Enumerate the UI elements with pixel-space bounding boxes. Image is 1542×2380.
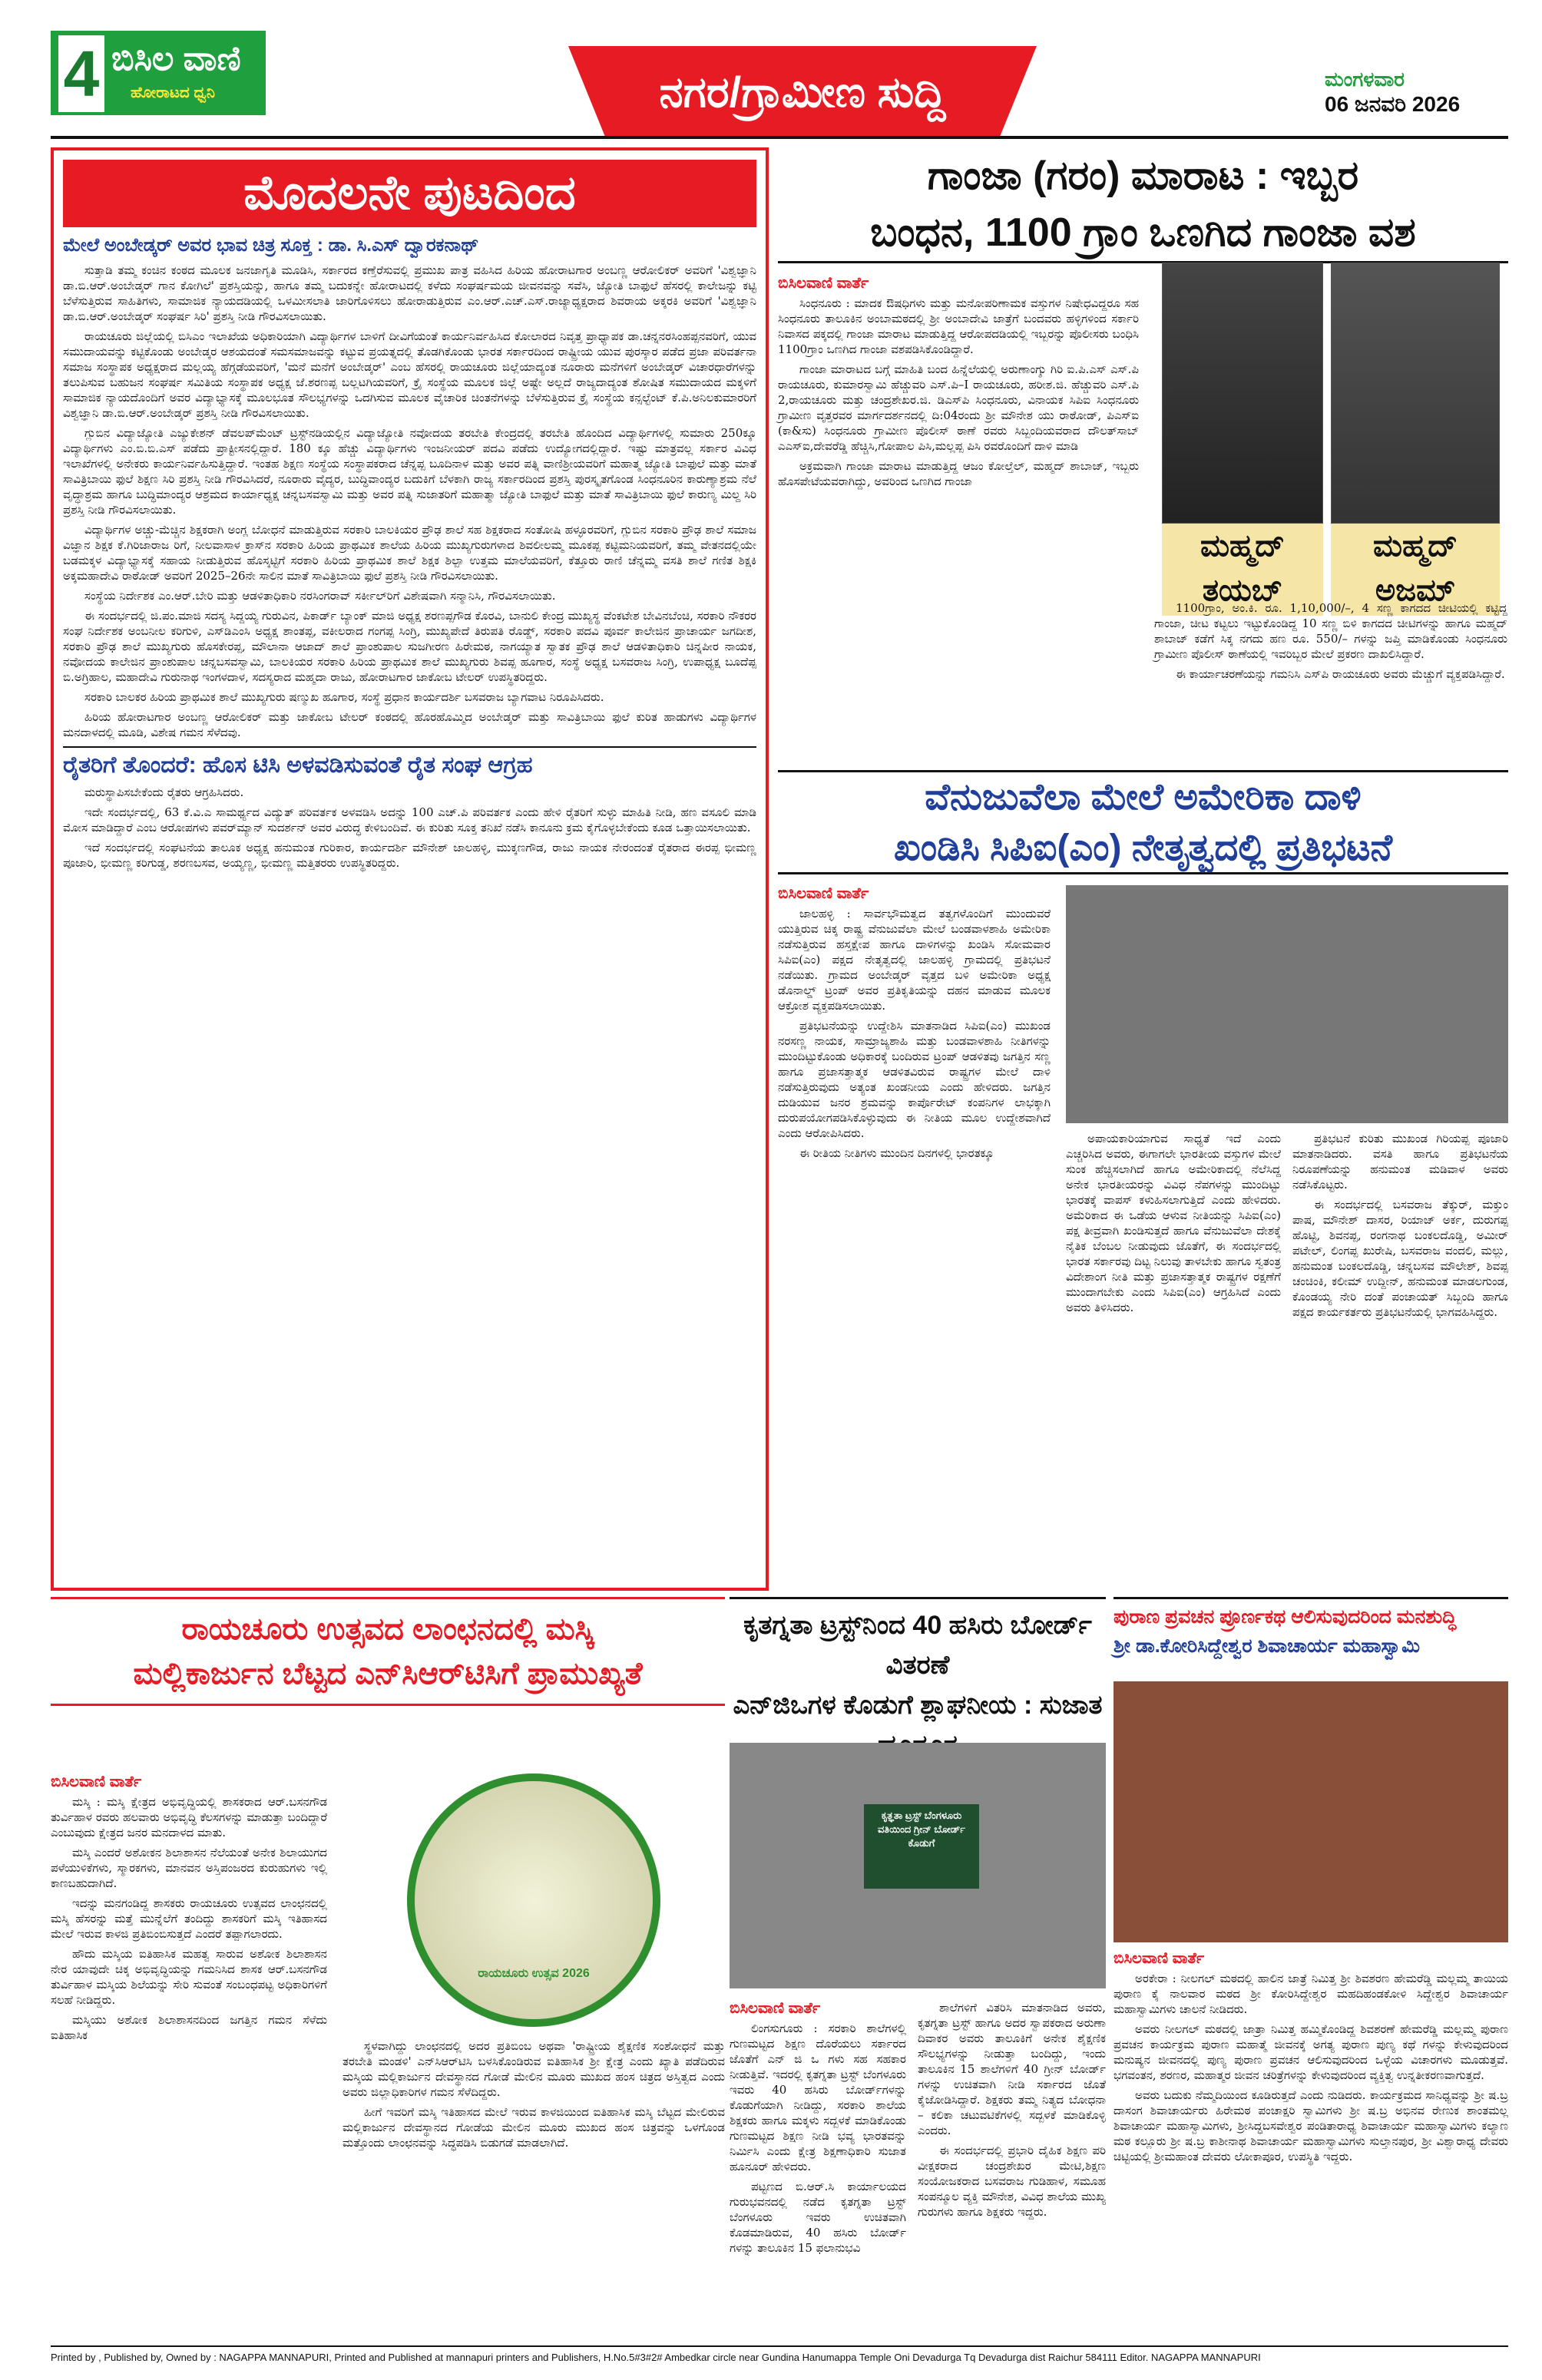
logo-text: ರಾಯಚೂರು ಉತ್ಸವ 2026 — [478, 1967, 590, 1980]
story-continued-front-page — [51, 147, 769, 1591]
masthead-rule — [51, 136, 1508, 139]
paragraph: ಸರಕಾರಿ ಬಾಲಕರ ಹಿರಿಯ ಪ್ರಾಥಮಿಕ ಶಾಲೆ ಮುಖ್ಯಗುರು ಷಣ್ಮುಖ ಹೂಗಾರ, ಸಂಸ್ಥೆ ಪ್ರಧಾನ ಕಾರ್ಯದರ್ಶಿ ಬಸವರಾಜ ಬ್ಯಾಗವಾಟ ನಿರೂಪಿಸಿದರು. — [84, 690, 604, 704]
paragraph: ಅವರು ನೀಲಗಲ್ ಮಠದಲ್ಲಿ ಜಾತ್ರಾ ನಿಮಿತ್ತ ಹಮ್ಮಿಕೊಂಡಿದ್ದ ಶಿವಶರಣೆ ಹೇಮರೆಡ್ಡಿ ಮಲ್ಲಮ್ಮ ಪುರಾಣ ಪ್ರವಚನ ಕಾರ್ಯಕ್ರಮ ಪುರಾಣ ಮಹಾತ್ಮೆ ಜೀವನಕ್ಕೆ ಅಗತ್ಯ ಪುರಾಣ ಪುಣ್ಯ ಕಥೆ ಗಳನ್ನು ಕೇಳುವುದರಿಂದ ಮನುಷ್ಯನ ಜೀವನದಲ್ಲಿ ಪುಣ್ಯ ಪುರಾಣ ಪ್ರವಚನ ಆಲಿಸುವುದರಿಂದ ಒಳ್ಳೆಯ ವಿಚಾರಗಳು ಮೂಡುತ್ತವೆ. ಭಗವಂತನ, ಶರಣರ, ಮಹಾತ್ಮರ ಜೀವನ ಚರಿತ್ರೆಗಳನ್ನು ಕೇಳುವುದರಿಂದ ವ್ಯಕ್ತಿತ್ವ ಉನ್ನತೀಕರಣವಾಗುತ್ತದೆ. — [1113, 2022, 1508, 2082]
headline-line-2: ಮಲ್ಲಿಕಾರ್ಜುನ ಬೆಟ್ಟದ ಎನ್‌ಸಿಆರ್‌ಟಿಸಿಗೆ ಪ್ರಾಮುಖ್ಯತೆ — [133, 1657, 643, 1691]
imprint-footer: Printed by , Published by, Owned by : NAGAPPA MANNAPURI, Printed and Published at mannapuri printers and Publishers, H.No.5#3#2# Ambedkar circle near Gundina Hanumappa Temple Oni Devadurga Tq Devadurga dist Raichur 584111 Editor. NAGAPPA MANNAPURI — [51, 2345, 1508, 2368]
headline-line-1: ಕೃತಗ್ನತಾ ಟ್ರಸ್ಟ್‌ನಿಂದ 40 ಹಸಿರು ಬೋರ್ಡ್ ವಿತರಣೆ — [743, 1611, 1092, 1680]
paragraph: ಅಕ್ರಮವಾಗಿ ಗಾಂಜಾ ಮಾರಾಟ ಮಾಡುತ್ತಿದ್ದ ಆಜಂ ಕೋಲ್ತೆಲ್, ಮಹ್ಮದ್ ಶಾಬಾಜ್, ಇಬ್ಬರು ಹೊಸಪೇಟೆಯವರಾಗಿದ್ದು, ಅವರಿಂದ ಒಣಗಿದ ಗಾಂಜಾ — [778, 459, 1139, 488]
byline-kicker: ಬಿಸಿಲವಾಣಿ ವಾರ್ತೆ — [730, 2000, 821, 2017]
section-title: ನಗರ/ಗ್ರಾಮೀಣ ಸುದ್ದಿ — [659, 68, 946, 116]
story-body — [778, 296, 1139, 489]
story-body — [51, 1794, 327, 2043]
story-raichur-utsav — [51, 1597, 725, 2342]
accused-photo — [1331, 263, 1500, 524]
story-body — [778, 906, 1051, 1161]
byline-kicker: ಬಿಸಿಲವಾಣಿ ವಾರ್ತೆ — [51, 1773, 142, 1790]
paragraph: ಪ್ರತಿಭಟನೆ ಕುರಿತು ಮುಖಂಡ ಗಿರಿಯಪ್ಪ ಪೂಜಾರಿ ಮಾತನಾಡಿದರು. ವಸತಿ ಹಾಗೂ ಪ್ರತಿಭಟನೆಯ ನಿರೂಪಣೆಯನ್ನು ಹನುಮಂತ ಮಡಿವಾಳ ಅವರು ನಡೆಸಿಕೊಟ್ಟರು. — [1292, 1132, 1508, 1192]
issue-day: ಮಂಗಳವಾರ — [1325, 68, 1405, 91]
paragraph: ಇದನ್ನು ಮನಗಂಡಿದ್ದ ಶಾಸಕರು ರಾಯಚೂರು ಉತ್ಸವದ ಲಾಂಛನದಲ್ಲಿ ಮಸ್ಕಿ ಹೆಸರನ್ನು ಮತ್ತೆ ಮುನ್ನೆಲೆಗೆ ತಂದಿದ್ದು ಶಾಸಕರಿಗೆ ಮಸ್ಕಿ ಇತಿಹಾಸದ ಮೇಲೆ ಇರುವ ಕಾಳಜಿ ಪ್ರತಿಬಿಂಬಿಸುತ್ತದೆ ಎಂದರೆ ತಪ್ಪಾಗಲಾರದು. — [51, 1896, 327, 1941]
paragraph: ಈ ಸಂದರ್ಭದಲ್ಲಿ ಪ್ರಭಾರಿ ದೈಹಿಕ ಶಿಕ್ಷಣ ಪರಿ ವೀಕ್ಷಕರಾದ ಚಂದ್ರಶೇಖರ ಮೇಟಿ,ಶಿಕ್ಷಣ ಸಂಯೋಜಕರಾದ ಬಸವರಾಜ ಗುಡಿಹಾಳ, ಸಮೂಹ ಸಂಪನ್ಮೂಲ ವ್ಯಕ್ತಿ ಮೌನೇಶ, ವಿವಿಧ ಶಾಲೆಯ ಮುಖ್ಯ ಗುರುಗಳು ಹಾಗೂ ಶಿಕ್ಷಕರು ಇದ್ದರು. — [918, 2144, 1106, 2219]
byline-kicker: ಬಿಸಿಲವಾಣಿ ವಾರ್ತೆ — [778, 275, 869, 292]
protest-photo — [1066, 885, 1508, 1123]
utsav-logo — [342, 1773, 725, 2027]
photo-caption: ಮಹ್ಮದ್ ಅಜಮ್ — [1331, 524, 1500, 616]
paragraph: ಈ ಸಂದರ್ಭದಲ್ಲಿ ಬಸವರಾಜ ತೆಕ್ಕುರ್, ಮಕ್ತುಂ ಪಾಷ, ಮೌನೇಶ್ ದಾಸರ, ರಿಯಾಜ್ ಅರ್ಕ, ದುರುಗಪ್ಪ ಹೊಟ್ಟಿ, ಶಿವನಪ್ಪ, ರಂಗನಾಥ ಬಂಕಲದೊಡ್ಡಿ, ಅಮೀರ್ ಪಟೇಲ್, ಲಿಂಗಪ್ಪ ಖುರೇಷಿ, ಬಸವರಾಜ ವಂದಲಿ, ಮಲ್ಲು, ಹನುಮಂತ ಬಂಕಲದೊಡ್ಡಿ, ಚನ್ನಬಸವ ಮೌಲೇಶ್, ಶಿವಪ್ಪ ಚಂಚಿಂಕಿ, ಕಲೀಮ್ ಉದ್ದೀನ್, ಹನುಮಂತ ಮಾಡಲಗುಂಡ, ಕೊಂಡಯ್ಯ ನೇರಿ ದಂತೆ ಪಂಚಾಯತ್ ಸಿಬ್ಬಂದಿ ಹಾಗೂ ಪಕ್ಷದ ಕಾರ್ಯಕರ್ತರು ಪ್ರತಿಭಟನೆಯಲ್ಲಿ ಭಾಗವಹಿಸಿದ್ದರು. — [1292, 1198, 1508, 1319]
headline-line-2: ಎನ್‌ಜಿಒಗಳ ಕೊಡುಗೆ ಶ್ಲಾಘನೀಯ : ಸುಜಾತ — [733, 1691, 1103, 1720]
headline-line-2: ಬಂಧನ, 1100 ಗ್ರಾಂ ಒಣಗಿದ ಗಾಂಜಾ ವಶ — [870, 210, 1416, 255]
paragraph: ಹೌದು ಮಸ್ಕಿಯ ಐತಿಹಾಸಿಕ ಮಹತ್ವ ಸಾರುವ ಅಶೋಕ ಶಿಲಾಶಾಸನ ನೇರ ಯಾವುದೇ ಚಿಕ್ಕ ಅಭಿವೃದ್ಧಿಯನ್ನು ಗಮನಿಸಿದ ಶಾಸಕ ಆರ್.ಬಸನಗೌಡ ತುರ್ವಿಹಾಳ ಮಸ್ಕಿಯ ಶಿಲೆಯನ್ನು ಸೇರಿ ಸುವಂತೆ ಸಂಬಂಧಪಟ್ಟ ಅಧಿಕಾರಿಗಳಿಗೆ ಸಲಹೆ ನೀಡಿದ್ದರು. — [51, 1947, 327, 2007]
story-headline: ಪುರಾಣ ಪ್ರವಚನ ಪ್ರೂರ್ಣಕಥ ಆಲಿಸುವುದರಿಂದ ಮನಶುದ್ಧಿ — [1113, 1597, 1508, 1631]
byline-kicker: ಬಿಸಿಲವಾಣಿ ವಾರ್ತೆ — [1113, 1950, 1205, 1967]
page-number: 4 — [58, 35, 104, 112]
story-body — [730, 2021, 906, 2256]
paper-tagline: ಹೋರಾಟದ ಧ್ವನಿ — [131, 84, 215, 101]
paragraph: ಮಸ್ಕಿಯು ಅಶೋಕ ಶಿಲಾಶಾಸನದಿಂದ ಜಗತ್ತಿನ ಗಮನ ಸೆಳೆದು ಐತಿಹಾಸಿಕ — [51, 2013, 327, 2042]
story-column — [1154, 600, 1507, 686]
paragraph: ಮರುಸ್ಥಾಪಿಸಬೇಕೆಂದು ರೈತರು ಆಗ್ರಹಿಸಿದರು. — [84, 785, 244, 799]
paragraph: ಮಸ್ಕಿ ಎಂದರೆ ಅಶೋಕನ ಶಿಲಾಶಾಸನ ನೆಲೆಯಂತೆ ಅನೇಕ ಶಿಲಾಯುಗದ ಪಳೆಯುಳಿಕೆಗಳು, ಸ್ಮಾರಕಗಳು, ಮಾನವನ ಅಸ್ತಿಪಂಜರದ ಕುರುಹುಗಳು ಇಲ್ಲಿ ಕಾಣಬಹುದಾಗಿದೆ. — [51, 1846, 327, 1890]
headline-line-1: ವೆನುಜುವೆಲಾ ಮೇಲೆ ಅಮೇರಿಕಾ ದಾಳಿ — [925, 777, 1362, 818]
paragraph: ಗ್ಲುಬಿನ ವಿದ್ಯಾಜ್ಯೋತಿ ಎಜ್ಯುಕೇಶನ್ ಡೆವಲಪ್‌ಮೆಂಟ್ ಟ್ರಸ್ಟ್‌ನಡಿಯಲ್ಲಿನ ವಿದ್ಯಾಜ್ಯೋತಿ ನವೋದಯ ತರಬೇತಿ ಕೇಂದ್ರದಲ್ಲಿ ತರಬೇತಿ ಹೊಂದಿದ ವಿದ್ಯಾರ್ಥಿಗಳಲ್ಲಿ ಸುಮಾರು 250ಕ್ಕೂ ವಿದ್ಯಾರ್ಥಿಗಳು ಎಂ.ಬಿ.ಬಿ.ಎಸ್ ಪಡೆದು ಪ್ರಾಕ್ಟೀಸನಲ್ಲಿದ್ದಾರೆ. 180 ಕ್ಕೂ ಹೆಚ್ಚು ವಿದ್ಯಾರ್ಥಿಗಳು ಇಂಜನೀಯರ್ ಪದವಿ ಪಡೆದು ಉದ್ಯೋಗದಲ್ಲಿದ್ದಾರೆ. ಇಷ್ಟು ಮಾತ್ರವಲ್ಲ ಸರ್ಕಾರ ವಿವಿಧ ಇಲಾಖೆಗಳಲ್ಲಿ ಅನೇಕರು ಕಾರ್ಯನಿರ್ವಹಿಸುತ್ತಿದ್ದಾರೆ. ಇಂತಹ ಶಿಕ್ಷಣ ಸಂಸ್ಥೆಯ ಸಂಸ್ಥಾಪಕರಾದ ಚೆನ್ನಪ್ಪ ಬೂದಿನಾಳ ಮತ್ತು ಅವರ ಪತ್ನಿ ವಾಣಿಶ್ರೀಯವರಿಗೆ ಮಹಾತ್ಮ ಜ್ಯೋತಿ ಬಾಫುಲೆ ಮತ್ತು ಮಾತೆ ಸಾವಿತ್ರಿಬಾಯಿ ಫುಲೆ ಶಿಕ್ಷಣ ಸಿರಿ ಪ್ರಶಸ್ತಿ ನೀಡಿ ಗೌರವಿಸಿದರೆ, ನೂರಾರು ವೈದ್ಯರ, ಬುದ್ಧಿವಾಂದ್ಯರ ಬದುಕಿಗೆ ಬೆಳಕಾಗಿ ರಾಜ್ಯ ಸರ್ಕಾರದಿಂದ ಪ್ರಶಸ್ತಿ ಪುರಸ್ಕೃತಗೊಂಡ ಸಿಂಧನೂರಿನ ಕಾರುಣ್ಯಾಶ್ರಮ ನೆಲೆ ವೃದ್ಧಾಶ್ರಮ ಹಾಗೂ ಬುದ್ಧಿಮಾಂದ್ಯರ ಆಶ್ರಮದ ಕಾರ್ಯಾಧ್ಯಕ್ಷ ಚನ್ನಬಸವಸ್ವಾಮಿ ಮತ್ತು ಅವರ ಪತ್ನಿ ಸುಜಾತರಿಗೆ ಮಹಾತ್ಮಾ ಜ್ಯೋತಿ ಬಾಫುಲೆ ಮತ್ತು ಮಾತೆ ಸಾವಿತ್ರಿಬಾಯಿ ಫುಲೆ ಕಾರುಣ್ಯ ಮಿಲ್ದ ಸಿರಿ ಪ್ರಶಸ್ತಿ ನೀಡಿ ಗೌರವಿಸಲಾಯಿತು. — [63, 426, 756, 517]
paragraph: ಈ ಸಂದರ್ಭದಲ್ಲಿ ಜಿ.ಪಂ.ಮಾಜಿ ಸದಸ್ಯ ಸಿದ್ದಯ್ಯ ಗುರುವಿನ, ಪಿಕಾರ್ಡ್ ಬ್ಯಾಂಕ್ ಮಾಜಿ ಅಧ್ಯಕ್ಷ ಶರಣಪ್ಪಗೌಡ ಕೊರವಿ, ಬಾನುಲಿ ಕೇಂದ್ರ ಮುಖ್ಯಸ್ಥ ವೆಂಕಟೇಶ ಬೇವಿನಬೆಂಚಿ, ಸರಕಾರಿ ನೌಕರರ ಸಂಘ ನಿರ್ದೇಶಕ ಅಂಬನೀಲ ಕರಿಗುಳಿ, ಎಸ್‌ಡಿಎಂಸಿ ಅಧ್ಯಕ್ಷ ಶಾಂತಪ್ಪ, ವಕೀಲರಾದ ಗಂಗಪ್ಪ ಸಿಂಗ್ರಿ, ಮುಖ್ಯಪೇದೆ ತಿರುಪತಿ ರೊಡ್ಡ್, ಸರಕಾರಿ ಪದವಿ ಪೂರ್ವ ಕಾಲೇಜಿನ ಪ್ರಾಚಾರ್ಯ ಜಗದೀಶ, ಸರಕಾರಿ ಪ್ರೌಢ ಶಾಲೆ ಮುಖ್ಯಗುರು ಹೊಸಕೇರಪ್ಪ, ಮೌಲಾನಾ ಆಜಾದ್ ಶಾಲೆ ಪ್ರಾಂಶುಪಾಲ ಸುಜಗೀರಣ ಹಿರೇಮಠ, ನಾಗಯ್ಯಾತ ಸ್ವಾತಕ ಪ್ರೌಢ ಶಾಲೆ ಆಡಳಿತಾಧಿಕಾರಿ ಚಿನ್ನಪೀರ ನಾಯಕ, ನವೋದಯ ಕಾಲೇಜಿನ ಪ್ರಾಂಶುಪಾಲ ಚನ್ನಬಸವಸ್ವಾಮಿ, ಬಾಲಕಿಯರ ಸರಕಾರಿ ಹಿರಿಯ ಪ್ರಾಥಮಿಕ ಶಾಲೆ ಮುಖ್ಯಗುರು ಶಿವಪ್ಪ ಹೂಗಾರ, ಸಂಸ್ಥೆ ಅಧ್ಯಕ್ಷ ಬಸವರಾಜ ಸಿಂಗ್ರಿ, ಉಪಾಧ್ಯಕ್ಷ ಬೂದೆಪ್ಪ ಬಿ.ಅಗ್ರಿಹಾಲ, ಮಹಾದೇವಿ ಗುರುನಾಥ ಇಂಗಳದಾಳ, ಸದಸ್ಯರಾದ ಮಹ್ಮದಾ ರಾಜು, ಹೋರಾಟಗಾರ ಜಾಕೋಬ ಟೇಲರ್ ಉಪಸ್ಥಿತರಿದ್ದರು. — [63, 609, 756, 684]
paragraph: ಜಾಲಹಳ್ಳಿ : ಸಾರ್ವಭೌಮತ್ವದ ತತ್ವಗಳೊಂದಿಗೆ ಮುಂದುವರೆ ಯುತ್ತಿರುವ ಚಿಕ್ಕ ರಾಷ್ಟ್ರ ವೆನುಜುವೆಲಾ ಮೇಲೆ ಬಂಡವಾಳಶಾಹಿ ಅಮೇರಿಕಾ ನಡೆಸುತ್ತಿರುವ ಹಸ್ತಕ್ಷೇಪ ಹಾಗೂ ದಾಳಿಗಳನ್ನು ಖಂಡಿಸಿ ಸೋಮವಾರ ಸಿಪಿಐ(ಎಂ) ಪಕ್ಷದ ನೇತೃತ್ವದಲ್ಲಿ ಜಾಲಹಳ್ಳಿ ಗ್ರಾಮದಲ್ಲಿ ಪ್ರತಿಭಟನೆ ನಡೆಯಿತು. ಗ್ರಾಮದ ಅಂಬೇಡ್ಕರ್ ವೃತ್ತದ ಬಳಿ ಅಮೇರಿಕಾ ಅಧ್ಯಕ್ಷ ಡೊನಾಲ್ಡ್ ಟ್ರಂಪ್ ಅವರ ಪ್ರತಿಕೃತಿಯನ್ನು ದಹನ ಮಾಡುವ ಮೂಲಕ ಆಕ್ರೋಶ ವ್ಯಕ್ತಪಡಿಸಲಾಯಿತು. — [778, 907, 1051, 1013]
story-column — [730, 2000, 906, 2260]
logo-emblem — [407, 1773, 660, 2027]
story-ganja-arrest — [778, 147, 1508, 765]
story-green-boards — [730, 1597, 1106, 2342]
headline-line-1: ಗಾಂಜಾ (ಗರಂ) ಮಾರಾಟ : ಇಬ್ಬರ — [927, 154, 1359, 198]
paragraph: ಅರಕೇರಾ : ನೀಲಗಲ್ ಮಠದಲ್ಲಿ ಹಾಲಿನ ಜಾತ್ರೆ ನಿಮಿತ್ತ ಶ್ರೀ ಶಿವಶರಣ ಹೇಮರೆಡ್ಡಿ ಮಲ್ಲಮ್ಮ ತಾಯಿಯ ಪುರಾಣ ಕೈ ನಾಲವಾರ ಮಠದ ಶ್ರೀ ಕೋರಿಸಿದ್ದೇಶ್ವರ ಮಹದಿಹಂಡಕೋಳಿ ಸಿದ್ದೇಶ್ವರ ಶಿವಾಚಾರ್ಯ ಮಹಾಸ್ವಾಮಿಗಳು ಚಾಲನೆ ನೀಡಿದರು. — [1113, 1972, 1508, 2016]
paragraph: ಸಂಸ್ಥೆಯ ನಿರ್ದೇಶಕ ಎಂ.ಆರ್.ಬೇರಿ ಮತ್ತು ಆಡಳಿತಾಧಿಕಾರಿ ನರಸಿಂಗರಾವ್ ಸರ್ಕೀಲ್‌ರಿಗೆ ವಿಶೇಷವಾಗಿ ಸನ್ಮಾನಿಸಿ, ಗೌರವಿಸಲಾಯಿತು. — [84, 589, 556, 603]
paragraph: 1100ಗ್ರಾಂ, ಅಂ.ಕಿ. ರೂ. 1,10,000/–, 4 ಸಣ್ಣ ಕಾಗದದ ಚೀಟಿಯಲ್ಲಿ ಕಟ್ಟಿದ್ದ ಗಾಂಜಾ, ಚೀಟ ಕಟ್ಟಲು ಇಟ್ಟುಕೊಂಡಿದ್ದ 10 ಸಣ್ಣ ಬಿಳಿ ಕಾಗದದ ಚೀಟಿಗಳನ್ನು ಹಾಗೂ ಮಹ್ಮದ್ ಶಾಬಾಜ್ ಕಡೆಗೆ ಸಿಕ್ಕ ನಗದು ಹಣ ರೂ. 550/– ಗಳನ್ನು ಜಪ್ತಿ ಮಾಡಿಕೊಂಡು ಸಿಂಧನೂರು ಗ್ರಾಮೀಣ ಪೊಲೀಸ್ ಠಾಣೆಯಲ್ಲಿ ಇವರಿಬ್ಬರ ಮೇಲೆ ಪ್ರಕರಣ ದಾಖಲಿಸಿದ್ದಾರೆ. — [1154, 601, 1507, 661]
story-headline — [778, 770, 1508, 874]
religious-event-photo — [1113, 1681, 1508, 1942]
story-subheadline: ಶ್ರೀ ಡಾ.ಕೋರಿಸಿದ್ದೇಶ್ವರ ಶಿವಾಚಾರ್ಯ ಮಹಾಸ್ವಾಮಿ — [1113, 1635, 1421, 1657]
green-board: ಕೃತ್ಞತಾ ಟ್ರಸ್ಟ್ ಬೆಂಗಳೂರು ವತಿಯಿಂದ ಗ್ರೀನ್ ಬೋರ್ಡ್ ಕೊಡುಗೆ — [864, 1804, 979, 1889]
paragraph: ಗಾಂಜಾ ಮಾರಾಟದ ಬಗ್ಗೆ ಮಾಹಿತಿ ಬಂದ ಹಿನ್ನೆಲೆಯಲ್ಲಿ ಅರುಣಾಂಗ್ಶು ಗಿರಿ ಐ.ಪಿ.ಎಸ್ ಎಸ್.ಪಿ ರಾಯಚೂರು, ಕುಮಾರಸ್ವಾಮಿ ಹೆಚ್ಚುವರಿ ಎಸ್.ಪಿ–I ರಾಯಚೂರು, ಹರೀಶ.ಜಿ. ಹೆಚ್ಚುವರಿ ಎಸ್.ಪಿ 2,ರಾಯಚೂರು ಮತ್ತು ಚಂದ್ರಶೇಖರ.ಜಿ. ಡಿಎಸ್‌ಪಿ ಸಿಂಧನೂರು, ವಿನಾಯಕ ಸಿಪಿಐ ಸಿಂಧನೂರು ಗ್ರಾಮೀಣ ವೃತ್ತರವರ ಮಾರ್ಗದರ್ಶನದಲ್ಲಿ ದಿ:04ರಂದು ಶ್ರೀ ಮೌನೇಶ ಯು ರಾಠೋಡ್, ಪಿಎಸ್‌ಐ (ಕಾ&ಸು) ಸಿಂಧನೂರು ಗ್ರಾಮೀಣ ಪೊಲೀಸ್ ಠಾಣೆ ರವರು ಸಿಬ್ಬಂದಿಯವರಾದ ದೌಲತ್‌ಸಾಬ್ ಎಎಸ್‌ಐ,ದೇವರೆಡ್ಡಿ ಹೆಚ್ಚಿಸಿ,ಗೋಪಾಲ ಪಿಸಿ,ಮಲ್ಲಪ್ಪ ಪಿಸಿ ರವರೊಂದಿಗೆ ದಾಳಿ ಮಾಡಿ — [778, 362, 1139, 453]
paragraph: ಅವರು ಬದುಕು ನೆಮ್ಮದಿಯಿಂದ ಕೂಡಿರುತ್ತದೆ ಎಂದು ನುಡಿದರು. ಕಾರ್ಯಕ್ರಮದ ಸಾನಿಧ್ಯವನ್ನು ಶ್ರೀ ಷ.ಬ್ರ ದಾಸಂಗ ಶಿವಾಚಾರ್ಯರು ಹಿರೇಮಠ ಪಂಚಾಕ್ಷರಿ ಸ್ವಾಮಿಗಳು ಶ್ರೀ ಷ.ಬ್ರ ಅಭಿನವ ರೇಣುಕ ಶಾಂತಮಲ್ಲ ಶಿವಾಚಾರ್ಯ ಮಹಾಸ್ವಾಮಿಗಳು, ಶ್ರೀಸಿದ್ಧಬಸವೇಶ್ವರ ಪಂಡಿತಾರಾಧ್ಯ ಶಿವಾಚಾರ್ಯ ಮಹಾಸ್ವಾಮಿಗಳು ಕಲ್ಯಾಣ ಮಠ ಕಲ್ಲೂರು ಶ್ರೀ ಷ.ಬ್ರ ಕಾಶೀನಾಥ ಶಿವಾಚಾರ್ಯ ಮಹಾಸ್ವಾಮಿಗಳು ಸುಲ್ತಾನಪುರ, ಶ್ರೀ ವಿಶ್ವಾರಾಧ್ಯ ದೇವರು ಚಿಟ್ಟಿಯಲ್ಲಿ ಶ್ರೀಮಹಾಂತ ದೇವರು ಲೋಕಾಪೂರ, ಉಪಸ್ಥಿತಿ ಇದ್ದರು. — [1113, 2088, 1508, 2163]
issue-date-block — [1325, 68, 1509, 117]
paragraph: ಪ್ರತಿಭಟನೆಯನ್ನು ಉದ್ದೇಶಿಸಿ ಮಾತನಾಡಿದ ಸಿಪಿಐ(ಎಂ) ಮುಖಂಡ ನರಸಣ್ಣ ನಾಯಕ, ಸಾಮ್ರಾಜ್ಯಶಾಹಿ ಮತ್ತು ಬಂಡವಾಳಶಾಹಿ ನೀತಿಗಳನ್ನು ಮುಂದಿಟ್ಟುಕೊಂಡು ಅಧಿಕಾರಕ್ಕೆ ಬಂದಿರುವ ಟ್ರಂಪ್ ಆಡಳಿತವು ಜಗತ್ತಿನ ಸಣ್ಣ ಹಾಗೂ ಪ್ರಜಾಸತ್ತಾತ್ಮಕ ಆಡಳಿತವಿರುವ ರಾಷ್ಟ್ರಗಳ ಮೇಲೆ ದಾಳಿ ನಡೆಸುತ್ತಿರುವುದು ಅತ್ಯಂತ ಖಂಡನೀಯ ಎಂದು ಹೇಳಿದರು. ಜಗತ್ತಿನ ದುಡಿಯುವ ಜನರ ಶ್ರಮವನ್ನು ಕಾರ್ಪೊರೇಟ್ ಕಂಪನಿಗಳ ಲಾಭಕ್ಕಾಗಿ ದುರುಪಯೋಗಪಡಿಸಿಕೊಳ್ಳುವುದು ಈ ನೀತಿಯ ಮೂಲ ಉದ್ದೇಶವಾಗಿದೆ ಎಂದು ಆರೋಪಿಸಿದರು. — [778, 1019, 1051, 1140]
story-purana-pravachana — [1113, 1597, 1508, 2342]
continued-banner: ಮೊದಲನೇ ಪುಟದಿಂದ — [63, 160, 756, 227]
story-column — [918, 2000, 1106, 2224]
green-board-photo — [730, 1743, 1106, 1988]
paragraph: ಸ್ಥಳವಾಗಿದ್ದು ಲಾಂಛನದಲ್ಲಿ ಅದರ ಪ್ರತಿಬಿಂಬ ಅಥವಾ 'ರಾಷ್ಟ್ರೀಯ ಶೈಕ್ಷಣಿಕ ಸಂಶೋಧನೆ ಮತ್ತು ತರಬೇತಿ ಮಂಡಳಿ' ಎನ್‌ಸಿಆರ್‌ಟಿಸಿ ಬಳಸಿಕೊಂಡಿರುವ ಐತಿಹಾಸಿಕ ಶ್ರೀ ಕ್ಷೇತ್ರ ಎಂದು ಖ್ಯಾತಿ ಪಡೆದಿರುವ ಮಸ್ಕಿಯ ಮಲ್ಲಿಕಾರ್ಜುನ ದೇವಸ್ಥಾನದ ಗೋಡೆ ಮೇಲಿನ ಮೂರು ಮುಖದ ಹಂಸ ಚಿತ್ರದ ಅಸ್ತಿತ್ವದ ಎಂದು ಅವರು ಜಿಲ್ಲಾಧಿಕಾರಿಗಳ ಗಮನ ಸೆಳೆದಿದ್ದರು. — [342, 2039, 725, 2099]
story-column — [778, 885, 1051, 1165]
side-story-body — [63, 785, 756, 871]
paragraph: ಸಿಂಧನೂರು : ಮಾದಕ ಔಷಧಿಗಳು ಮತ್ತು ಮನೋಪರಿಣಾಮಕ ವಸ್ತುಗಳ ನಿಷೇಧವಿದ್ದರೂ ಸಹ ಸಿಂಧನೂರು ತಾಲೂಕಿನ ಅಂಬಾಮಠದಲ್ಲಿ ಶ್ರೀ ಅಂಬಾದೇವಿ ಜಾತ್ರೆಗೆ ಬಂದವರು ಹಳ್ಳಿಗಳಿಂದ ಸರ್ಕಾರಿ ನಿವಾಸದ ಪಕ್ಕದಲ್ಲಿ ಗಾಂಜಾ ಮಾರಾಟ ಮಾಡುತ್ತಿದ್ದ ಆರೋಪದಡಿಯಲ್ಲಿ ಇಬ್ಬರನ್ನು ಪೊಲೀಸರು ಬಂಧಿಸಿ 1100ಗ್ರಾಂ ಒಣಗಿದ ಗಾಂಜಾ ವಶಪಡಿಸಿಕೊಂಡಿದ್ದಾರೆ. — [778, 296, 1139, 356]
headline-line-1: ರಾಯಚೂರು ಉತ್ಸವದ ಲಾಂಛನದಲ್ಲಿ ಮಸ್ಕಿ — [181, 1612, 594, 1646]
story-venezuela-protest — [778, 770, 1508, 1589]
side-story-headline: ರೈತರಿಗೆ ತೊಂದರೆ: ಹೊಸ ಟಿಸಿ ಅಳವಡಿಸುವಂತೆ ರೈತ ಸಂಘ ಆಗ್ರಹ — [63, 746, 756, 778]
paragraph: ಅಪಾಯಕಾರಿಯಾಗುವ ಸಾಧ್ಯತೆ ಇದೆ ಎಂದು ಎಚ್ಚರಿಸಿದ ಅವರು, ಈಗಾಗಲೇ ಭಾರತೀಯ ವಸ್ತುಗಳ ಮೇಲೆ ಸುಂಕ ಹೆಚ್ಚಿಸಲಾಗಿದೆ ಹಾಗೂ ಅಮೇರಿಕಾದಲ್ಲಿ ನೆಲೆಸಿದ್ದ ಅನೇಕ ಭಾರತೀಯರನ್ನು ವಿವಿಧ ನೆಪಗಳನ್ನು ಮುಂದಿಟ್ಟು ಭಾರತಕ್ಕೆ ವಾಪಸ್ ಕಳುಹಿಸಲಾಗುತ್ತಿದೆ ಎಂದು ಹೇಳಿದರು. ಅಮೆರಿಕಾದ ಈ ಒಡೆಯ ಆಳುವ ನೀತಿಯನ್ನು ಸಿಪಿಐ(ಎಂ) ಪಕ್ಷ ತೀವ್ರವಾಗಿ ಖಂಡಿಸುತ್ತದೆ ಹಾಗೂ ವೆನುಜುವೆಲಾ ದೇಶಕ್ಕೆ ನೈತಿಕ ಬೆಂಬಲ ನೀಡುವುದು ಜೊತೆಗೆ, ಈ ಸಂದರ್ಭದಲ್ಲಿ ಭಾರತ ಸರ್ಕಾರವು ದಿಟ್ಟ ನಿಲುವು ತಾಳಬೇಕು ಹಾಗೂ ಸ್ವತಂತ್ರ ವಿದೇಶಾಂಗ ನೀತಿ ಮತ್ತು ಪ್ರಜಾಸತ್ತಾತ್ಮಕ ರಾಷ್ಟ್ರಗಳ ರಕ್ಷಣೆಗೆ ಮುಂದಾಗಬೇಕು ಎಂದು ಸಿಪಿಐ(ಎಂ) ಆಗ್ರಹಿಸಿದೆ ಎಂದು ಅವರು ತಿಳಿಸಿದರು. — [1066, 1132, 1281, 1314]
paragraph: ಇದೆ ಸಂದರ್ಭದಲ್ಲಿ ಸಂಘಟನೆಯ ತಾಲೂಕ ಅಧ್ಯಕ್ಷ ಹನುಮಂತ ಗುರಿಕಾರ, ಕಾರ್ಯದರ್ಶಿ ಮೌನೇಶ್ ಜಾಲಹಳ್ಳಿ, ಮುಕ್ಕಣಗೌಡ, ರಾಜು ನಾಯಕ ನೇರಂದಂತೆ ರೈತರಾದ ಈರಪ್ಪ ಭೀಮಣ್ಣ ಪೂಜಾರಿ, ಭೀಮಣ್ಣ ಕರಿಗುಡ್ಡ, ಶರಣಬಸವ, ಅಯ್ಯಣ್ಣ, ಭೀಮಣ್ಣ ಮತ್ತಿತರರು ಉಪಸ್ಥಿತರಿದ್ದರು. — [63, 841, 756, 870]
paper-name: ಬಿಸಿಲ ವಾಣಿ — [111, 40, 241, 78]
paragraph: ಹಿರಿಯ ಹೋರಾಟಗಾರ ಅಂಬಣ್ಣ ಆರೋಲಿಕರ್ ಮತ್ತು ಜಾಕೋಬ ಟೇಲರ್ ಕಂಠದಲ್ಲಿ ಹೊರಹೊಮ್ಮಿದ ಅಂಬೇಡ್ಕರ್ ಮತ್ತು ಸಾವಿತ್ರಿಬಾಯಿ ಫುಲೆ ಕುರಿತ ಹಾಡುಗಳು ವಿದ್ಯಾರ್ಥಿಗಳ ಮನದಾಳದಲ್ಲಿ ಮೂಡಿ, ವಿಶೇಷ ಗಮನ ಸೆಳೆದವು. — [63, 710, 756, 739]
story-column — [1113, 1950, 1508, 2169]
story-column — [1066, 1131, 1281, 1320]
story-column — [1292, 1131, 1508, 1324]
paragraph: ವಿದ್ಯಾರ್ಥಿಗಳ ಅಚ್ಚು-ಮೆಚ್ಚಿನ ಶಿಕ್ಷಕರಾಗಿ ಅಂಗ್ಲ ಬೋಧನೆ ಮಾಡುತ್ತಿರುವ ಸರಕಾರಿ ಬಾಲಕಿಯರ ಪ್ರೌಢ ಶಾಲೆ ಸಹ ಶಿಕ್ಷಕರಾದ ಸಂತೋಷಿ ಹಳ್ಳೂರವರಿಗೆ, ಗ್ಲುಬಿನ ಸರಕಾರಿ ಪ್ರೌಢ ಶಾಲೆ ಸಮಾಜ ವಿಜ್ಞಾನ ಶಿಕ್ಷಕ ಕೆ.ಗಿರಿಜಾರಾಜ ರಿಗೆ, ನೀಲವಾಸಾಳ ಕ್ರಾಸ್‌ನ ಸರಕಾರಿ ಹಿರಿಯ ಪ್ರಾಥಮಿಕ ಶಾಲೆಯ ಹಿರಿಯ ಮುಖ್ಯಗುರುಗಳಾದ ಶಿವಲೀಲಮ್ಮ ಮೂಕಪ್ಪ ಕಟ್ಟಿಮನಿಯವರಿಗೆ, ತಮ್ಮ ವೇತನದಲ್ಲಿಯೇ ಬಡಮಕ್ಕಳ ವಿದ್ಯಾಭ್ಯಾಸಕ್ಕೆ ಸಹಾಯ ನೀಡುತ್ತಿರುವ ಹೊಸ್ಕಟ್ಟಿಗೆ ಸರಕಾರಿ ಹಿರಿಯ ಪ್ರಾಥಮಿಕ ಶಾಲೆ ಶಿಕ್ಷಕ ಶಿಲ್ಪಾ ಉತ್ತಮ ಮಾಲೆಯವರಿಗೆ, ಕೆತ್ತೂರು ರಾಣಿ ಚೆನ್ನಮ್ಮ ವಸತಿ ಶಾಲೆ ಗಣಿತ ಶಿಕ್ಷಕಿ ಅಕ್ಕಮಹಾದೇವಿ ರಾಠೋಡ್ ಅವರಿಗೆ 2025–26ನೇ ಸಾಲಿನ ಮಾತೆ ಸಾವಿತ್ರಿಬಾಯಿ ಫುಲೆ ಪ್ರಶಸ್ತಿ ನೀಡಿ ಗೌರವಿಸಲಾಯಿತು. — [63, 523, 756, 583]
headline-line-2: ಖಂಡಿಸಿ ಸಿಪಿಐ(ಎಂ) ನೇತೃತ್ವದಲ್ಲಿ ಪ್ರತಿಭಟನೆ — [893, 828, 1393, 868]
photo-caption: ಮಹ್ಮದ್ ತಯಬ್ — [1162, 524, 1323, 616]
story-headline — [51, 1597, 725, 1706]
paragraph: ಪಟ್ಟಣದ ಬಿ.ಆರ್.ಸಿ ಕಾರ್ಯಾಲಯದ ಗುರುಭವನದಲ್ಲಿ ನಡೆದ ಕೃತಗ್ನತಾ ಟ್ರಸ್ಟ್ ಬೆಂಗಳೂರು ಇವರು ಉಚಿತವಾಗಿ ಕೊಡಮಾಡಿರುವ, 40 ಹಸಿರು ಬೋರ್ಡ್ ಗಳನ್ನು ತಾಲೂಕಿನ 15 ಫಲಾನುಭವಿ — [730, 2180, 906, 2255]
paragraph: ಮಸ್ಕಿ : ಮಸ್ಕಿ ಕ್ಷೇತ್ರದ ಅಭಿವೃದ್ಧಿಯಲ್ಲಿ ಶಾಸಕರಾದ ಆರ್.ಬಸನಗೌಡ ತುರ್ವಿಹಾಳ ರವರು ಹಲವಾರು ಅಭಿವೃದ್ಧಿ ಕೆಲಸಗಳನ್ನು ಮಾಡುತ್ತಾ ಬಂದಿದ್ದಾರೆ ಎಂಬುವುದು ಕ್ಷೇತ್ರದ ಜನರ ಮನದಾಳದ ಮಾತು. — [51, 1795, 327, 1840]
paragraph: ಈ ರೀತಿಯ ನೀತಿಗಳು ಮುಂದಿನ ದಿನಗಳಲ್ಲಿ ಭಾರತಕ್ಕೂ — [799, 1146, 994, 1160]
paragraph: ರಾಯಚೂರು ಜಿಲ್ಲೆಯಲ್ಲಿ ಬಿಸಿಎಂ ಇಲಾಖೆಯ ಅಧಿಕಾರಿಯಾಗಿ ವಿದ್ಯಾರ್ಥಿಗಳ ಬಾಳಿಗೆ ದೀವಿಗೆಯಂತೆ ಕಾರ್ಯನಿರ್ವಹಿಸಿದ ಕೋಲಾರದ ನಿವೃತ್ತ ಪ್ರಾಧ್ಯಾಪಕ ಡಾ.ಚನ್ನನರಸಿಂಹಪ್ಪನವರಿಗೆ, ಯುವ ಸಮುದಾಯವನ್ನು ಕಟ್ಟಿಕೊಂಡು ಅಂಬೇಡ್ಕರ ಆಶಯದಂತೆ ಸಮಸಮಾಜವನ್ನು ಕಟ್ಟುವ ಪ್ರಯತ್ನದಲ್ಲಿ ತೊಡಗಿಕೊಂಡು ಭಾರತ ಸರ್ಕಾರದಿಂದ ರಾಷ್ಟ್ರೀಯ ಯುವ ಪುರಸ್ಕಾರ ಪಡೆದ ಪ್ರಜಾ ಪರಿವರ್ತನಾ ಸಮಾಜ ಸಂಸ್ಥಾಪಕ ಅಧ್ಯಕ್ಷರಾದ ಮಲ್ಲಯ್ಯ ಹೆಗ್ಗಡೆಯವರಿಗೆ, 'ಮನೆ ಮನೆಗೆ ಅಂಬೇಡ್ಕರ್' ಎಂಬ ಹೆಸರಲ್ಲಿ ರಾಯಚೂರು ಜಿಲ್ಲೆಯಾದ್ಯಂತ ನೂರಾರು ಮನೆಗಳಿಗೆ ಅಂಬೇಡ್ಕರ್ ವಿಚಾರಧಾರೆಗಳನ್ನು ತಲುಪಿಸುವ ಬಹುಜನ ಸಂಘರ್ಷ ಸಮಿತಿಯ ಸಂಸ್ಥಾಪಕ ಅಧ್ಯಕ್ಷ ಜೆ.ಶರಣಪ್ಪ ಬಲ್ಲಟಗಿಯವರಿಗೆ, ಕ್ರೈ ಸಂಸ್ಥೆಯ ಮೂಲಕ ಜಿಲ್ಲೆ ಅಷ್ಟೇ ಅಲ್ಲದೆ ರಾಜ್ಯದಾದ್ಯಂತ ಶೋಷಿತ ಸಮುದಾಯದ ಮಕ್ಕಳಿಗೆ ಸಾಮಾಜಿಕ ನ್ಯಾಯದೊಂದಿಗೆ ಅವರ ವಿದ್ಯಾಭ್ಯಾಸಕ್ಕೆ ಮೂಲಭೂತ ಸೌಲಭ್ಯಗಳನ್ನು ಒದಗಿಸುವ ಮೂಲಕ ವೈಚಾರಿಕ ಚಿಂತನೆಗಳನ್ನು ಬೆಳೆಸುತ್ತಿರುವ ಕ್ರೈ ಸಂಸ್ಥೆಯ ಕನ್ಸಲ್ಟೆಂಟ್ ಕೆ.ಪಿ.ಅನಿಲಕುಮಾರರಿಗೆ ವಿಶ್ವಜ್ಞಾನಿ ಡಾ.ಬಿ.ಆರ್.ಅಂಬೇಡ್ಕರ್ ಪ್ರಶಸ್ತಿ ನೀಡಿ ಗೌರವಿಸಲಾಯಿತು. — [63, 329, 756, 420]
story-column — [778, 275, 1139, 494]
paragraph: ಲಿಂಗಸುಗೂರು : ಸರಕಾರಿ ಶಾಲೆಗಳಲ್ಲಿ ಗುಣಮಟ್ಟದ ಶಿಕ್ಷಣ ದೊರೆಯಲು ಸರ್ಕಾರದ ಜೊತೆಗೆ ಎನ್ ಜಿ ಒ ಗಳು ಸಹ ಸಹಕಾರ ನೀಡುತ್ತಿವೆ. ಇದರಲ್ಲಿ ಕೃತಗ್ನತಾ ಟ್ರಸ್ಟ್ ಬೆಂಗಳೂರು ಇವರು 40 ಹಸಿರು ಬೋರ್ಡ್‌ಗಳನ್ನು ಕೊಡುಗೆಯಾಗಿ ನೀಡಿದ್ದು, ಸರಕಾರಿ ಶಾಲೆಯ ಶಿಕ್ಷಕರು ಹಾಗೂ ಮಕ್ಕಳು ಸದ್ಬಳಕೆ ಮಾಡಿಕೊಂಡು ಗುಣಮಟ್ಟದ ಶಿಕ್ಷಣ ನೀಡಿ ಭವ್ಯ ಭಾರತವನ್ನು ನಿರ್ಮಿಸಿ ಎಂದು ಕ್ಷೇತ್ರ ಶಿಕ್ಷಣಾಧಿಕಾರಿ ಸುಜಾತ ಹೂನೂರ್ ಹೇಳಿದರು. — [730, 2021, 906, 2173]
paragraph: ಹೀಗೆ ಇವರಿಗೆ ಮಸ್ಕಿ ಇತಿಹಾಸದ ಮೇಲೆ ಇರುವ ಕಾಳಜಿಯಿಂದ ಐತಿಹಾಸಿಕ ಮಸ್ಕಿ ಬೆಟ್ಟದ ಮೇಲಿರುವ ಮಲ್ಲಿಕಾರ್ಜುನ ದೇವಸ್ಥಾನದ ಗೋಡೆಯ ಮೇಲಿನ ಮೂರು ಮುಖದ ಹಂಸ ಚಿತ್ರವನ್ನು ಒಳಗೊಂಡ ಮತ್ತೊಂದು ಲಾಂಛನವನ್ನು ಸಿದ್ಧಪಡಿಸಿ ಬಿಡುಗಡೆ ಮಾಡಲಾಗಿದೆ. — [342, 2105, 725, 2150]
masthead — [0, 0, 1542, 134]
story-subheadline: ಮೇಲೆ ಅಂಬೇಡ್ಕರ್ ಅವರ ಭಾವ ಚಿತ್ರ ಸೂಕ್ತ : ಡಾ. ಸಿ.ಎಸ್ ದ್ವಾರಕನಾಥ್ — [63, 235, 479, 256]
story-column — [51, 1773, 327, 2048]
paragraph: ಸುತ್ತಾಡಿ ತಮ್ಮ ಕಂಚಿನ ಕಂಠದ ಮೂಲಕ ಜನಜಾಗೃತಿ ಮೂಡಿಸಿ, ಸರ್ಕಾರದ ಕಣ್ತೆರೆಸುವಲ್ಲಿ ಪ್ರಮುಖ ಪಾತ್ರ ವಹಿಸಿದ ಹಿರಿಯ ಹೋರಾಟಗಾರ ಅಂಬಣ್ಣ ಆರೋಲಿಕರ್ ಅವರಿಗೆ 'ವಿಶ್ವಜ್ಞಾನಿ ಡಾ.ಬಿ.ಆರ್.ಅಂಬೇಡ್ಕರ್ ಗಾನ ಕೋಗಿಲೆ' ಪ್ರಶಸ್ತಿಯನ್ನು, ಹಾಗೂ ತಮ್ಮ ಬದುಕನ್ನೇ ಹೋರಾಟದಲ್ಲಿ ಕಳೆದು ಸಂಘರ್ಷಮಯ ಜೀವನವನ್ನು ಸವೆಸಿ, ಜ್ಯೋತಿ ಬಾಫುಲೆ ಹೆಸರಲ್ಲಿ ಕಾಲೇಜನ್ನು ಕಟ್ಟಿ ಬೆಳೆಸುತ್ತಿರುವ ಸಾಹಿತಿಗಳು, ಸಾಮಾಜಿಕ ನ್ಯಾಯದಡಿಯಲ್ಲಿ ಒಳಮೀಸಲಾತಿ ಜಾರಿಗೊಳಿಸಲು ಹೋರಾಡುತ್ತಿರುವ ಎಂ.ಆರ್.ಎಚ್.ಎಸ್.ರಾಜ್ಯಾಧ್ಯಕ್ಷರಾದ ಶಿವರಾಯ ಅಕ್ಕರಕಿ ಅವರಿಗೆ 'ವಿಶ್ವಜ್ಞಾನಿ ಡಾ.ಬಿ.ಆರ್.ಅಂಬೇಡ್ಕರ್ ಸಂಘರ್ಷ ಸಿರಿ' ಪ್ರಶಸ್ತಿ ನೀಡಿ ಗೌರವಿಸಲಾಯಿತು. — [63, 263, 756, 323]
byline-kicker: ಬಿಸಿಲವಾಣಿ ವಾರ್ತೆ — [778, 885, 869, 902]
accused-photos — [1154, 263, 1507, 607]
paragraph: ಶಾಲೆಗಳಿಗೆ ವಿತರಿಸಿ ಮಾತನಾಡಿದ ಅವರು, ಕೃತಗ್ನತಾ ಟ್ರಸ್ಟ್ ಹಾಗೂ ಅದರ ಸ್ವಾಪಕರಾದ ಅರುಣಾ ದಿವಾಕರ ಅವರು ತಾಲೂಕಿಗೆ ಅನೇಕ ಶೈಕ್ಷಣಿಕ ಸೌಲಭ್ಯಗಳನ್ನು ನೀಡುತ್ತಾ ಬಂದಿದ್ದು, ಇಂದು ತಾಲೂಕಿನ 15 ಶಾಲೆಗಳಿಗೆ 40 ಗ್ರೀನ್ ಬೋರ್ಡ್ ಗಳನ್ನು ಉಚಿತವಾಗಿ ನೀಡಿ ಸರ್ಕಾರದ ಜೊತೆ ಕೈಜೋಡಿಸಿದ್ದಾರೆ. ಶಿಕ್ಷಕರು ತಮ್ಮ ನಿತ್ಯದ ಬೋಧನಾ – ಕಲಿಕಾ ಚಟುವಟಿಕೆಗಳಲ್ಲಿ ಸದ್ಬಳಕೆ ಮಾಡಿಕೊಳ್ಳಿ ಎಂದರು. — [918, 2001, 1106, 2137]
story-headline — [778, 147, 1508, 263]
story-column — [342, 2038, 725, 2155]
paragraph: ಈ ಕಾರ್ಯಾಚರಣೆಯನ್ನು ಗಮನಿಸಿ ಎಸ್‌ಪಿ ರಾಯಚೂರು ಅವರು ಮೆಚ್ಚುಗೆ ವ್ಯಕ್ತಪಡಿಸಿದ್ದಾರೆ. — [1176, 667, 1505, 681]
story-body — [1113, 1971, 1508, 2164]
story-body — [63, 263, 756, 740]
paragraph: ಇದೇ ಸಂದರ್ಭದಲ್ಲಿ, 63 ಕೆ.ವಿ.ಎ ಸಾಮರ್ಥ್ಯದ ವಿದ್ಯುತ್ ಪರಿವರ್ತಕ ಅಳವಡಿಸಿ ಅದನ್ನು 100 ಎಚ್.ಪಿ ಪರಿವರ್ತಕ ಎಂದು ಹೇಳಿ ರೈತರಿಗೆ ಸುಳ್ಳು ಮಾಹಿತಿ ನೀಡಿ, ಹಣ ವಸೂಲಿ ಮಾಡಿ ಮೋಸ ಮಾಡಿದ್ದಾರೆ ಎಂಬ ಆರೋಪಗಳು ಪವರ್‌ಮ್ಯಾನ್ ಸುದರ್ಶನ್ ಅವರ ವಿರುದ್ಧ ಕೇಳಿಬಂದಿವೆ. ಈ ಕುರಿತು ಸೂಕ್ತ ತನಿಖೆ ನಡೆಸಿ ಕಾನೂನು ಕ್ರಮ ಕೈಗೊಳ್ಳಬೇಕೆಂದು ಕೂಡ ಒತ್ತಾಯಿಸಲಾಯಿತು. — [63, 805, 756, 835]
accused-photo — [1162, 263, 1323, 524]
issue-date: 06 ಜನವರಿ 2026 — [1325, 92, 1461, 116]
